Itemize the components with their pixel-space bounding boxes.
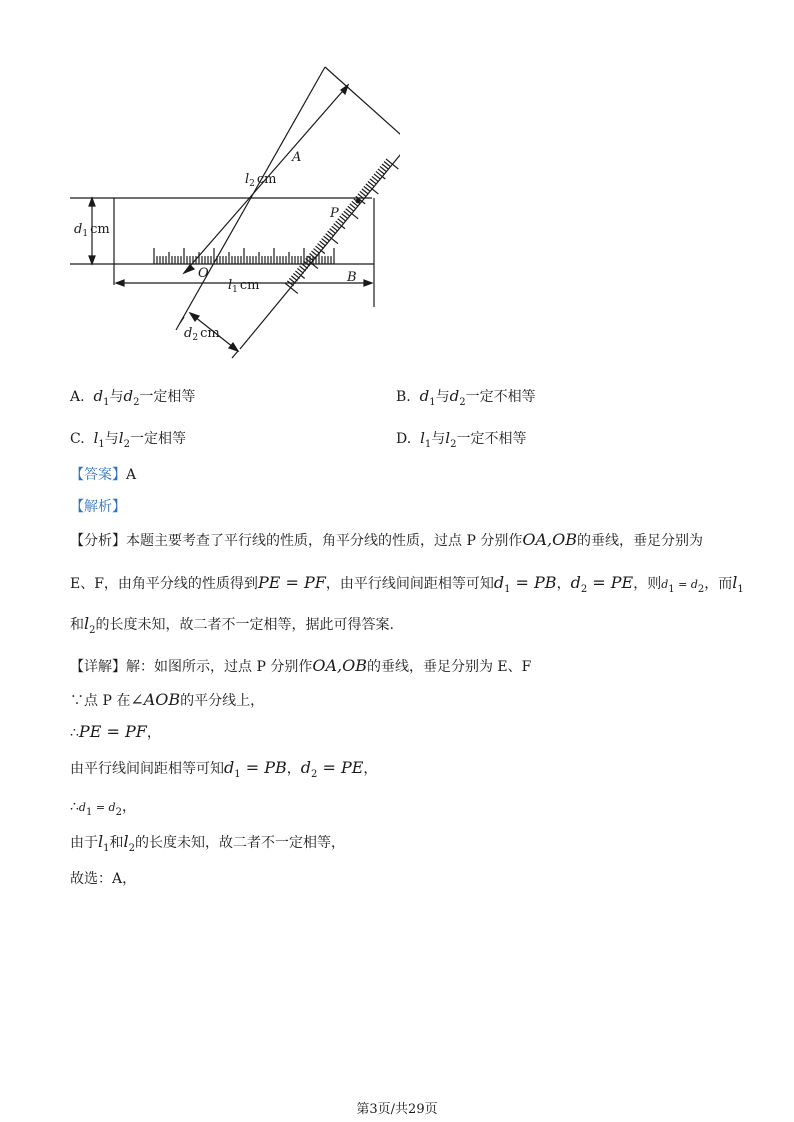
xiangjie-line-2: ∵点 P 在∠AOB的平分线上， — [70, 690, 265, 709]
label-O: O — [198, 266, 209, 281]
l2-dimension-line — [190, 83, 352, 365]
label-l1: $l_1$ cm — [228, 278, 260, 295]
answer-line: 【答案】A — [70, 467, 137, 483]
label-l2: $l_2$ cm — [245, 172, 277, 189]
xiangjie-line-7: 故选：A， — [70, 871, 137, 887]
fenxi-line-2: E、F，由角平分线的性质得到PE = PF，由平行线间间距相等可知$d_1$ = PB，$d_2$ = PE，则$d_1 = d_2$，而$l_1$ — [70, 573, 744, 595]
label-d1: $d_1$ cm — [74, 222, 110, 239]
fenxi-line-3: 和$l_2$的长度未知，故二者不一定相等，据此可得答案. — [70, 614, 394, 636]
ruler2-top-end — [325, 67, 400, 143]
page-footer: 第3页/共29页 — [356, 1102, 438, 1117]
option-c[interactable]: C. $l_1$与$l_2$一定相等 — [70, 429, 186, 450]
xiangjie-line-4: 由平行线间间距相等可知$d_1$ = PB，$d_2$ = PE， — [70, 758, 378, 780]
option-b[interactable]: B. $d_1$与$d_2$一定不相等 — [396, 387, 536, 408]
geometry-figure — [60, 55, 400, 365]
analysis-tag: 【解析】 — [70, 499, 126, 515]
option-d[interactable]: D. $l_1$与$l_2$一定不相等 — [396, 429, 527, 450]
ruler1-ticks — [154, 248, 334, 264]
xiangjie-line-5: $\therefore d_1 = d_2$， — [70, 799, 136, 818]
option-a[interactable]: A. $d_1$与$d_2$一定相等 — [70, 387, 196, 408]
label-d2: $d_2$ cm — [184, 326, 220, 343]
point-P — [356, 199, 361, 204]
xiangjie-line-6: 由于$l_1$和$l_2$的长度未知，故二者不一定相等， — [70, 832, 345, 854]
label-B: B — [347, 270, 357, 285]
label-A: A — [292, 150, 302, 165]
fenxi-line-1: 【分析】本题主要考查了平行线的性质，角平分线的性质，过点 P 分别作OA,OB的垂线，垂足分别为 — [70, 530, 703, 549]
label-P: P — [330, 206, 339, 221]
xiangjie-line-3: ∴PE = PF， — [70, 722, 161, 741]
xiangjie-line-1: 【详解】解：如图所示，过点 P 分别作OA,OB的垂线，垂足分别为 E、F — [70, 656, 532, 675]
